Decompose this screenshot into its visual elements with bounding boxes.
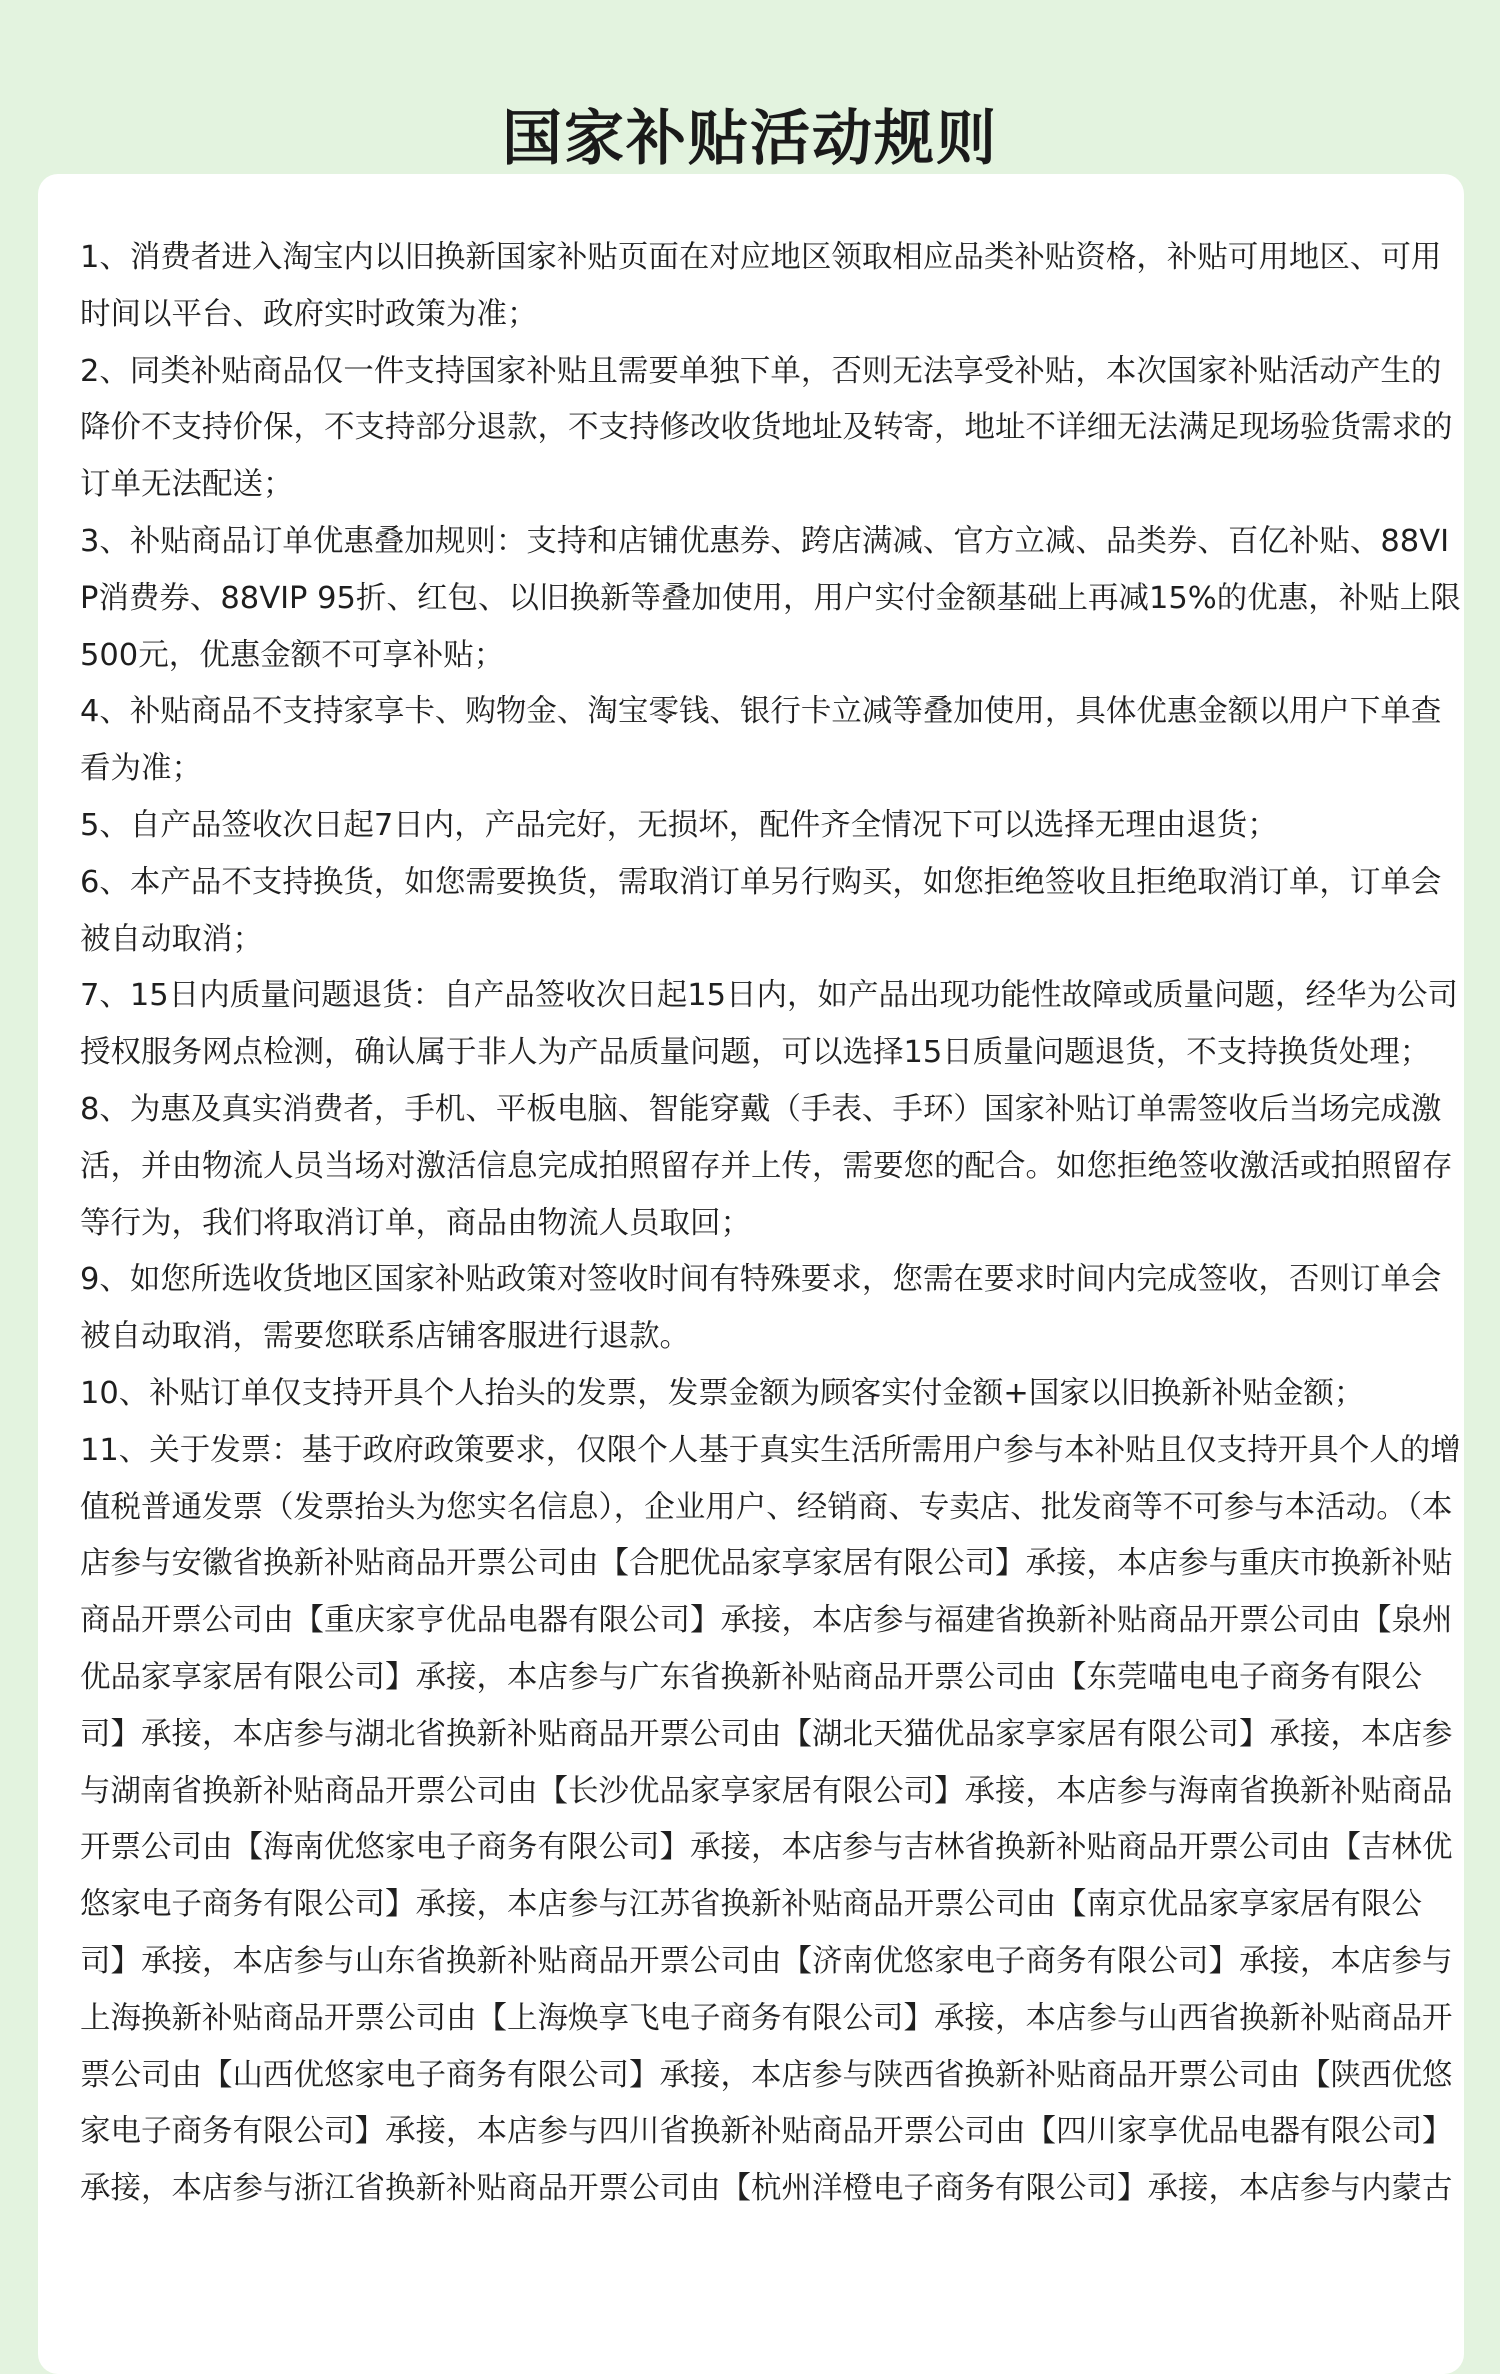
- page-title: 国家补贴活动规则: [502, 104, 998, 175]
- rule-item: 3、补贴商品订单优惠叠加规则：支持和店铺优惠券、跨店满减、官方立减、品类券、百亿补贴、88VIP消费券、88VIP 95折、红包、以旧换新等叠加使用，用户实付金额基础上再减15%的优惠，补贴上限500元，优惠金额不可享补贴；: [80, 523, 1461, 673]
- rules-list: [80, 230, 1462, 2218]
- rule-item: 6、本产品不支持换货，如您需要换货，需取消订单另行购买，如您拒绝签收且拒绝取消订单，订单会被自动取消；: [80, 864, 1442, 957]
- rule-item: 7、15日内质量问题退货：自产品签收次日起15日内，如产品出现功能性故障或质量问题，经华为公司授权服务网点检测，确认属于非人为产品质量问题，可以选择15日质量问题退货，不支持换货处理；: [80, 978, 1459, 1071]
- rule-item: 9、如您所选收货地区国家补贴政策对签收时间有特殊要求，您需在要求时间内完成签收，否则订单会被自动取消，需要您联系店铺客服进行退款。: [80, 1262, 1442, 1355]
- rule-item: 2、同类补贴商品仅一件支持国家补贴且需要单独下单，否则无法享受补贴，本次国家补贴活动产生的降价不支持价保，不支持部分退款，不支持修改收货地址及转寄，地址不详细无法满足现场验货需求的订单无法配送；: [80, 353, 1453, 503]
- rule-item: 5、自产品签收次日起7日内，产品完好，无损坏，配件齐全情况下可以选择无理由退货；: [80, 807, 1278, 843]
- rule-item: 10、补贴订单仅支持开具个人抬头的发票，发票金额为顾客实付金额+国家以旧换新补贴金额；: [80, 1375, 1365, 1411]
- rule-item: 8、为惠及真实消费者，手机、平板电脑、智能穿戴（手表、手环）国家补贴订单需签收后当场完成激活，并由物流人员当场对激活信息完成拍照留存并上传，需要您的配合。如您拒绝签收激活或拍照留存等行为，我们将取消订单，商品由物流人员取回；: [80, 1091, 1453, 1241]
- rules-card: [38, 174, 1464, 2374]
- rule-item: 11、关于发票：基于政府政策要求，仅限个人基于真实生活所需用户参与本补贴且仅支持开具个人的增值税普通发票（发票抬头为您实名信息），企业用户、经销商、专卖店、批发商等不可参与本活动。（本店参与安徽省换新补贴商品开票公司由【合肥优品家享家居有限公司】承接，本店参与重庆市换新补贴商品开票公司由【重庆家亨优品电器有限公司】承接，本店参与福建省换新补贴商品开票公司由【泉州优品家享家居有限公司】承接，本店参与广东省换新补贴商品开票公司由【东莞喵电电子商务有限公司】承接，本店参与湖北省换新补贴商品开票公司由【湖北天猫优品家享家居有限公司】承接，本店参与湖南省换新补贴商品开票公司由【长沙优品家享家居有限公司】承接，本店参与海南省换新补贴商品开票公司由【海南优悠家电子商务有限公司】承接，本店参与吉林省换新补贴商品开票公司由【吉林优悠家电子商务有限公司】承接，本店参与江苏省换新补贴商品开票公司由【南京优品家享家居有限公司】承接，本店参与山东省换新补贴商品开票公司由【济南优悠家电子商务有限公司】承接，本店参与上海换新补贴商品开票公司由【上海焕享飞电子商务有限公司】承接，本店参与山西省换新补贴商品开票公司由【山西优悠家电子商务有限公司】承接，本店参与陕西省换新补贴商品开票公司由【陕西优悠家电子商务有限公司】承接，本店参与四川省换新补贴商品开票公司由【四川家享优品电器有限公司】承接，本店参与浙江省换新补贴商品开票公司由【杭州洋橙电子商务有限公司】承接，本店参与内蒙古: [80, 1432, 1461, 2207]
- rule-item: 1、消费者进入淘宝内以旧换新国家补贴页面在对应地区领取相应品类补贴资格，补贴可用地区、可用时间以平台、政府实时政策为准；: [80, 240, 1442, 332]
- rule-item: 4、补贴商品不支持家享卡、购物金、淘宝零钱、银行卡立减等叠加使用，具体优惠金额以用户下单查看为准；: [80, 694, 1442, 787]
